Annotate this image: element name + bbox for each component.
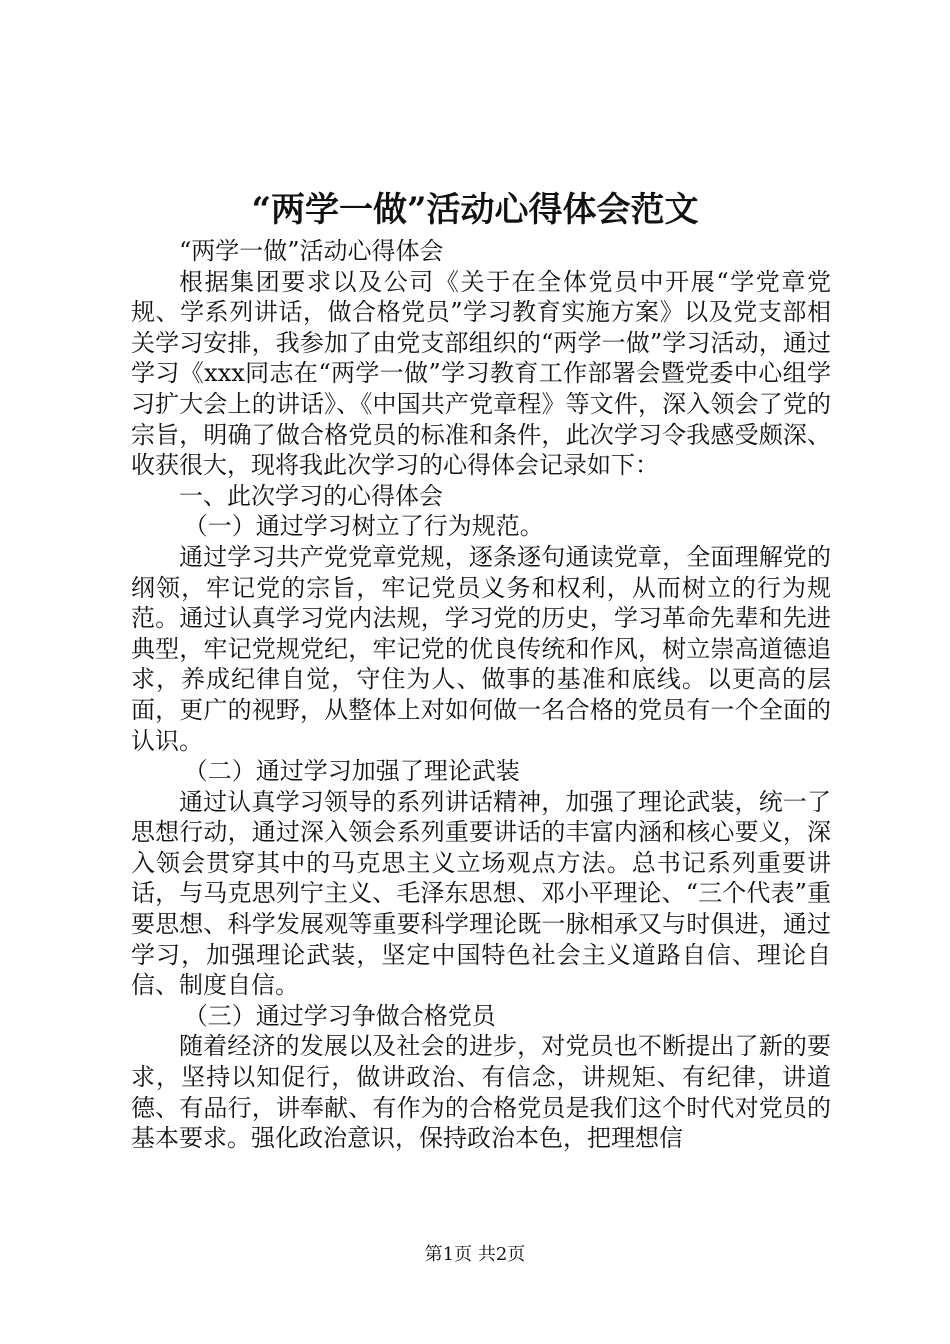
document-title: “两学一做”活动心得体会范文 (251, 190, 699, 230)
body-paragraph-2: 通过认真学习领导的系列讲话精神，加强了理论武装，统一了思想行动，通过深入领会系列重要讲话的丰富内涵和核心要义，深入领会贯穿其中的马克思主义立场观点方法。总书记系列重要讲话，与马克思列宁主义、毛泽东思想、邓小平理论、“三个代表”重要思想、科学发展观等重要科学理论既一脉相承又与时俱进，通过学习，加强理论武装，坚定中国特色社会主义道路自信、理论自信、制度自信。 (131, 787, 831, 1000)
subsection-heading-2: （二）通过学习加强了理论武装 (183, 757, 520, 786)
page-footer: 第1页 共2页 (424, 1244, 526, 1265)
body-paragraph-1: 通过学习共产党党章党规，逐条逐句通读党章，全面理解党的纲领，牢记党的宗旨，牢记党员义务和权利，从而树立的行为规范。通过认真学习党内法规，学习党的历史，学习革命先辈和先进典型，牢记党规党纪，牢记党的优良传统和作风，树立崇高道德追求，养成纪律自觉，守住为人、做事的基准和底线。以更高的层面，更广的视野，从整体上对如何做一名合格的党员有一个全面的认识。 (131, 542, 831, 755)
subtitle-paragraph: “两学一做”活动心得体会 (179, 237, 444, 265)
subsection-heading-3: （三）通过学习争做合格党员 (183, 1001, 496, 1030)
body-paragraph-3: 随着经济的发展以及社会的进步，对党员也不断提出了新的要求，坚持以知促行，做讲政治、有信念，讲规矩、有纪律，讲道德、有品行，讲奉献、有作为的合格党员是我们这个时代对党员的基本要求。强化政治意识，保持政治本色，把理想信 (131, 1032, 831, 1153)
intro-paragraph: 根据集团要求以及公司《关于在全体党员中开展“学党章党规、学系列讲话，做合格党员”学习教育实施方案》以及党支部相关学习安排，我参加了由党支部组织的“两学一做”学习活动，通过学习《xxx同志在“两学一做”学习教育工作部署会暨党委中心组学习扩大会上的讲话》、《中国共产党章程》等文件，深入领会了党的宗旨，明确了做合格党员的标准和条件，此次学习令我感受颇深、收获很大，现将我此次学习的心得体会记录如下： (131, 267, 831, 480)
document-body (131, 236, 831, 1154)
subsection-heading-1: （一）通过学习树立了行为规范。 (183, 512, 544, 541)
section-heading: 一、此次学习的心得体会 (179, 481, 443, 510)
